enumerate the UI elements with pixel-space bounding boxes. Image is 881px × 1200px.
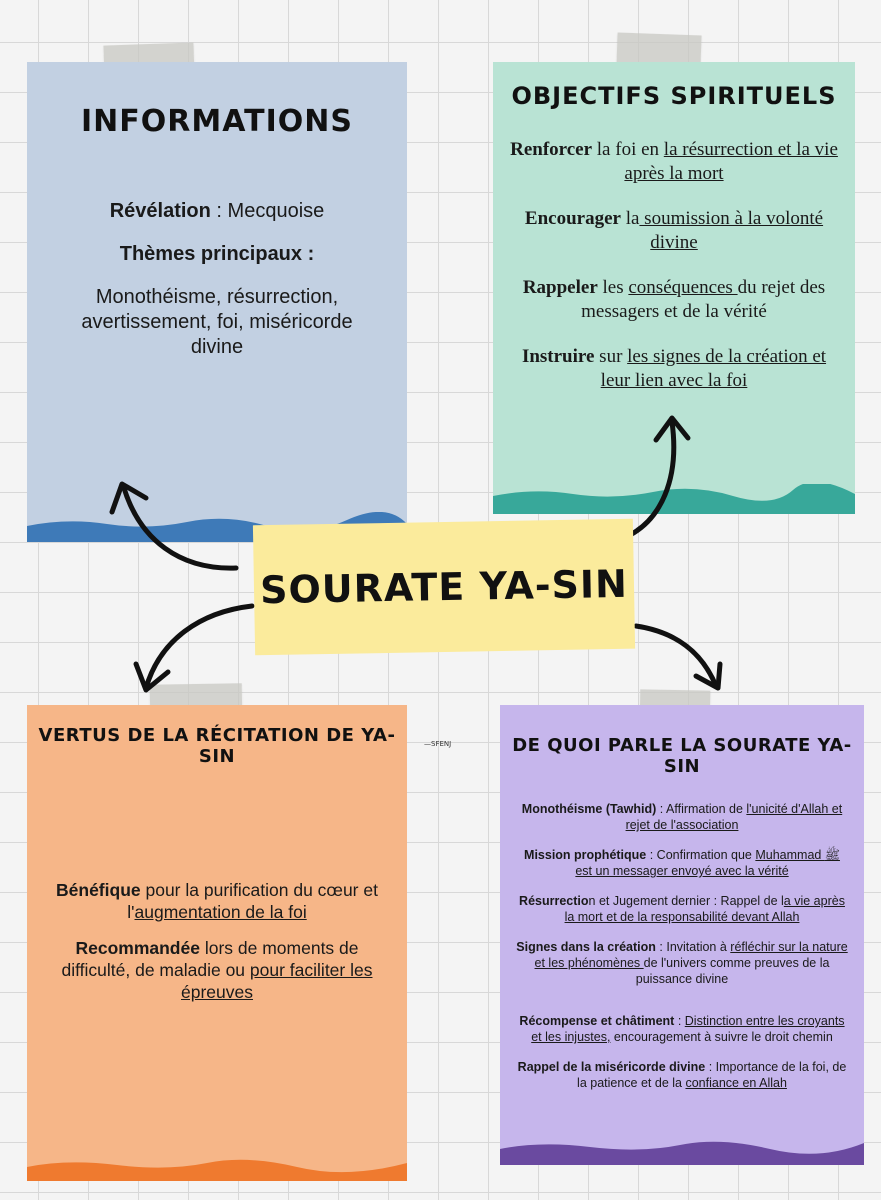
vertu-underlined: pour faciliter les épreuves [181, 960, 373, 1002]
quoi-text: : Importance de la foi, de la patience et de la [577, 1060, 847, 1090]
quoi-underlined: Muhammad ﷺ est un messager envoyé avec la vérité [575, 848, 840, 878]
arrow-to-informations [124, 488, 236, 568]
objectif-underlined: les signes de la création et leur lien avec la foi [600, 346, 827, 391]
center-label [253, 519, 635, 656]
arrow-to-quoi [636, 626, 716, 686]
quoi-text: : Invitation à [655, 940, 731, 954]
quoi-text: n et Jugement dernier : Rappel de l [588, 894, 784, 908]
informations-title: INFORMATIONS [81, 104, 353, 139]
quoi-underlined: l'unicité d'Allah et rejet de l'association [625, 802, 843, 832]
quoi-text: : Confirmation que [646, 848, 756, 862]
signature: —SFENJ [424, 740, 452, 748]
quoi-title: DE QUOI PARLE LA SOURATE YA-SIN [512, 735, 852, 777]
quoi-bold: Monothéisme (Tawhid) [521, 802, 657, 816]
objectif-bold: Renforcer [510, 139, 593, 160]
objectif-bold: Encourager [524, 208, 621, 229]
vertu-bold: Recommandée [75, 938, 200, 958]
quoi-underlined: Distinction entre les croyants et les injustes, [531, 1014, 845, 1044]
objectif-text: la [620, 208, 640, 229]
revelation-value: Mecquoise [227, 200, 325, 222]
quoi-text-after: de l'univers comme preuves de la puissance divine [635, 956, 830, 986]
quoi-bold: Résurrectio [519, 894, 589, 908]
quoi-bold: Rappel de la miséricorde divine [517, 1060, 706, 1074]
objectif-text: sur [594, 346, 628, 367]
quoi-bold: Récompense et châtiment [519, 1014, 675, 1028]
vertu-text: pour la purification du cœur et l' [127, 880, 378, 922]
quoi-underlined: confiance en Allah [685, 1076, 787, 1090]
revelation-separator: : [210, 200, 228, 222]
quoi-bold: Signes dans la création [516, 940, 656, 954]
objectif-text: la foi en [592, 139, 664, 160]
center-title: SOURATE YA-SIN [259, 561, 629, 613]
vertus-title: VERTUS DE LA RÉCITATION DE YA-SIN [38, 725, 396, 767]
revelation-label: Révélation [109, 200, 211, 222]
objectif-underlined: la résurrection et la vie après la mort [624, 139, 838, 184]
quoi-bold: Mission prophétique [524, 848, 647, 862]
themes-value: Monothéisme, résurrection, avertissement, foi, miséricorde divine [81, 286, 353, 358]
quoi-text-after: encouragement à suivre le droit chemin [610, 1030, 833, 1044]
quoi-underlined: réfléchir sur la nature et les phénomènes [534, 940, 848, 970]
quoi-underlined: a vie après la mort et de la responsabilité devant Allah [564, 894, 845, 924]
arrow-to-objectifs [628, 422, 674, 536]
objectif-bold: Rappeler [522, 277, 598, 298]
objectif-underlined: conséquences [628, 277, 738, 298]
themes-label: Thèmes principaux : [119, 243, 315, 265]
vertu-bold: Bénéfique [56, 880, 141, 900]
quoi-text: : Affirmation de [656, 802, 747, 816]
objectif-bold: Instruire [521, 346, 595, 367]
objectif-underlined: soumission à la volonté divine [639, 208, 824, 253]
objectif-text: les [597, 277, 629, 298]
vertu-text: lors de moments de difficulté, de maladie ou [61, 938, 359, 980]
objectif-text-after: du rejet des messagers et de la vérité [581, 277, 826, 322]
quoi-text: : [674, 1014, 685, 1028]
vertu-underlined: augmentation de la foi [134, 902, 307, 922]
objectifs-title: OBJECTIFS SPIRITUELS [511, 82, 837, 110]
